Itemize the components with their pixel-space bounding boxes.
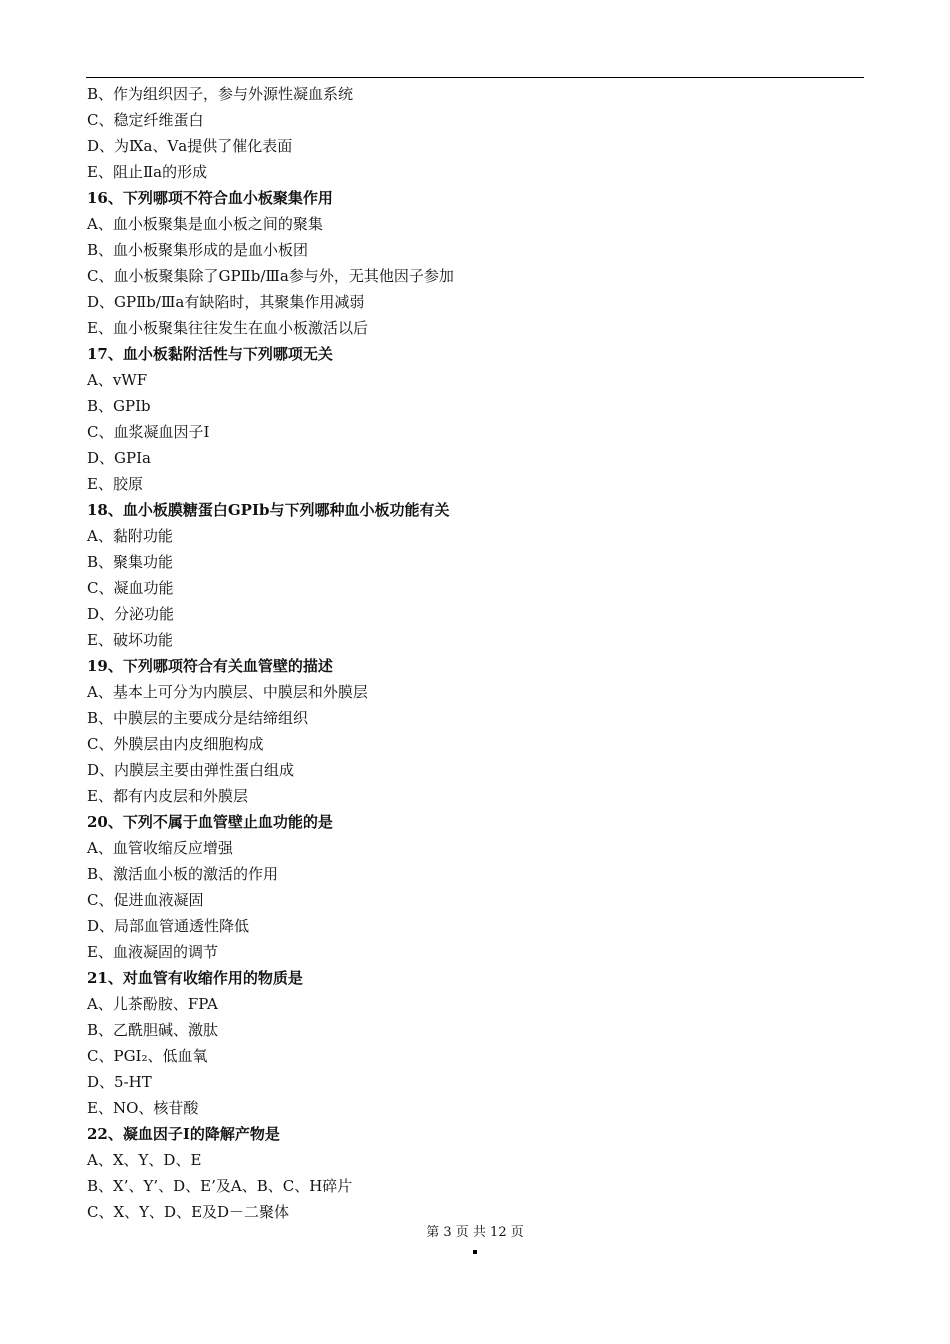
answer-option: B、GPⅠb (87, 397, 151, 415)
answer-option: B、血小板聚集形成的是血小板团 (87, 241, 309, 259)
answer-option: B、聚集功能 (87, 553, 174, 571)
answer-option: E、阻止Ⅱa的形成 (87, 163, 208, 181)
answer-option: C、促进血液凝固 (87, 891, 204, 909)
answer-option: D、为Ⅸa、Ⅴa提供了催化表面 (87, 137, 293, 155)
question-title: 16、下列哪项不符合血小板聚集作用 (87, 189, 333, 207)
answer-option: A、血管收缩反应增强 (87, 839, 233, 857)
question-title: 22、凝血因子Ⅰ的降解产物是 (87, 1125, 280, 1143)
answer-option: D、内膜层主要由弹性蛋白组成 (87, 761, 295, 779)
answer-option: A、儿茶酚胺、FPA (87, 995, 218, 1013)
question-title: 20、下列不属于血管壁止血功能的是 (87, 813, 333, 831)
answer-option: D、GPⅠa (87, 449, 151, 467)
question-title: 17、血小板黏附活性与下列哪项无关 (87, 345, 333, 363)
header-rule (86, 77, 864, 78)
answer-option: B、中膜层的主要成分是结缔组织 (87, 709, 309, 727)
question-title: 21、对血管有收缩作用的物质是 (87, 969, 303, 987)
answer-option: C、外膜层由内皮细胞构成 (87, 735, 264, 753)
footer-dot (473, 1250, 477, 1254)
answer-option: A、基本上可分为内膜层、中膜层和外膜层 (87, 683, 368, 701)
answer-option: C、PGI₂、低血氧 (87, 1047, 208, 1065)
page-number-label: 第 3 页 共 12 页 (426, 1225, 524, 1240)
page-content (87, 81, 867, 1225)
answer-option: D、5-HT (87, 1073, 152, 1091)
answer-option: D、分泌功能 (87, 605, 175, 623)
answer-option: E、破坏功能 (87, 631, 173, 649)
answer-option: C、凝血功能 (87, 579, 174, 597)
answer-option: E、血小板聚集往往发生在血小板激活以后 (87, 319, 368, 337)
answer-option: C、稳定纤维蛋白 (87, 111, 204, 129)
answer-option: E、NO、核苷酸 (87, 1099, 199, 1117)
answer-option: E、胶原 (87, 475, 143, 493)
answer-option: D、GPⅡb/Ⅲa有缺陷时，其聚集作用减弱 (87, 293, 365, 311)
answer-option: B、激活血小板的激活的作用 (87, 865, 279, 883)
answer-option: B、乙酰胆碱、激肽 (87, 1021, 219, 1039)
question-title: 18、血小板膜糖蛋白GPIb与下列哪种血小板功能有关 (87, 501, 450, 519)
answer-option: B、X’、Y’、D、E’及A、B、C、H碎片 (87, 1177, 353, 1195)
answer-option: B、作为组织因子，参与外源性凝血系统 (87, 85, 354, 103)
answer-option: A、血小板聚集是血小板之间的聚集 (87, 215, 323, 233)
page-footer (0, 1223, 950, 1243)
answer-option: C、血浆凝血因子Ⅰ (87, 423, 210, 441)
answer-option: A、黏附功能 (87, 527, 173, 545)
answer-option: C、X、Y、D、E及D－二聚体 (87, 1203, 290, 1221)
answer-option: D、局部血管通透性降低 (87, 917, 250, 935)
answer-option: E、血液凝固的调节 (87, 943, 218, 961)
answer-option: C、血小板聚集除了GPⅡb/Ⅲa参与外，无其他因子参加 (87, 267, 454, 285)
answer-option: A、vWF (87, 371, 148, 389)
answer-option: E、都有内皮层和外膜层 (87, 787, 248, 805)
question-title: 19、下列哪项符合有关血管壁的描述 (87, 657, 333, 675)
answer-option: A、X、Y、D、E (87, 1151, 202, 1169)
